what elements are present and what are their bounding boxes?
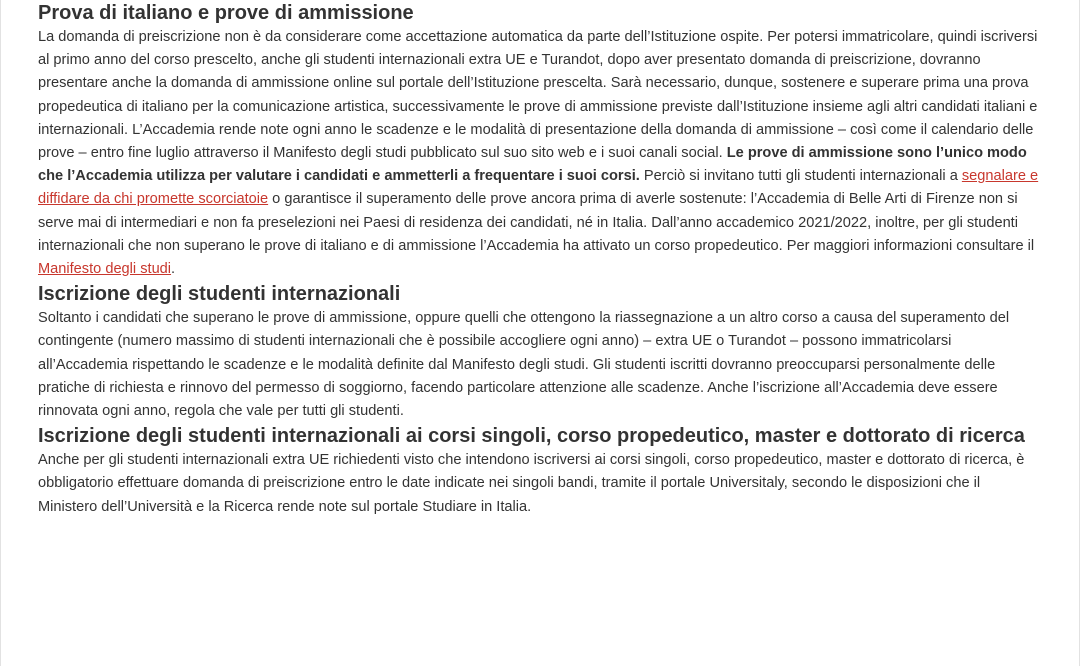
paragraph-text-part-2a: Perciò si invitano tutti gli studenti internazionali a xyxy=(643,168,962,185)
page-left-border xyxy=(0,0,1,666)
paragraph-text-part-2b: o garantisce il superamento delle prove ancora prima di averle sostenute: l’Accademia di Belle Arti di Firenze non si serve mai di intermediari e non fa preselezioni nei Paesi di residenza dei candidati, né in Italia. Dall’anno accademico 2021/2022, inoltre, per gli studenti internazionali che non superano le prove di italiano e di ammissione l’Accademia ha attivato un corso propedeutico. Per maggiori informazioni consultare il xyxy=(38,191,1035,254)
link-segnalare-diffidare[interactable]: segnalare e diffidare da chi promette scorciatoie xyxy=(38,168,1039,208)
paragraph-text-part-1: La domanda di preiscrizione non è da considerare come accettazione automatica da parte dell’Istituzione ospite. Per potersi immatricolare, quindi iscriversi al primo anno del corso prescelto, anche gli studenti internazionali extra UE e Turandot, dopo aver presentato domanda di preiscrizione, dovranno presentare anche la domanda di ammissione online sul portale dell’Istituzione prescelta. Sarà necessario, dunque, sostenere e superare prima una prova propedeutica di italiano per la comunicazione artistica, successivamente le prove di ammissione previste dall’Istituzione insieme agli altri candidati italiani e internazionali. L’Accademia rende note ogni anno le scadenze e le modalità di presentazione della domanda di ammissione – così come il calendario delle prove – entro fine luglio attraverso il Manifesto degli studi pubblicato sul suo sito web e i suoi canali social. xyxy=(38,29,1038,162)
section-paragraph-prova-italiano xyxy=(38,26,1042,281)
section-heading-iscrizione-corsi-singoli: Iscrizione degli studenti internazionali ai corsi singoli, corso propedeutico, master e dottorato di ricerca xyxy=(38,425,1025,448)
paragraph-text-part-2c: . xyxy=(171,261,176,278)
paragraph-bold-sentence: Le prove di ammissione sono l’unico modo che l’Accademia utilizza per valutare i candidati e ammetterli a frequentare i suoi corsi. xyxy=(38,145,1027,185)
section-paragraph-iscrizione-corsi-singoli: Anche per gli studenti internazionali extra UE richiedenti visto che intendono iscriversi ai corsi singoli, corso propedeutico, master e dottorato di ricerca, è obbligatorio effettuare domanda di preiscrizione entro le date indicate nei singoli bandi, tramite il portale Universitaly, secondo le disposizioni che il Ministero dell’Università e la Ricerca rende note sul portale Studiare in Italia. xyxy=(38,452,1025,515)
section-paragraph-iscrizione-internazionali: Soltanto i candidati che superano le prove di ammissione, oppure quelli che ottengono la riassegnazione a un altro corso a causa del superamento del contingente (numero massimo di studenti internazionali che è possibile accogliere ogni anno) – extra UE o Turandot – possono immatricolarsi all’Accademia rispettando le scadenze e le modalità definite dal Manifesto degli studi. Gli studenti iscritti dovranno preoccuparsi personalmente delle pratiche di richiesta e rinnovo del permesso di soggiorno, facendo particolare attenzione alle scadenze. Anche l’iscrizione all’Accademia deve essere rinnovata ogni anno, regola che vale per tutti gli studenti. xyxy=(38,310,1010,420)
section-heading-prova-italiano: Prova di italiano e prove di ammissione xyxy=(38,2,414,24)
section-heading-iscrizione-internazionali: Iscrizione degli studenti internazionali xyxy=(38,283,401,306)
link-manifesto-degli-studi[interactable]: Manifesto degli studi xyxy=(38,261,172,278)
